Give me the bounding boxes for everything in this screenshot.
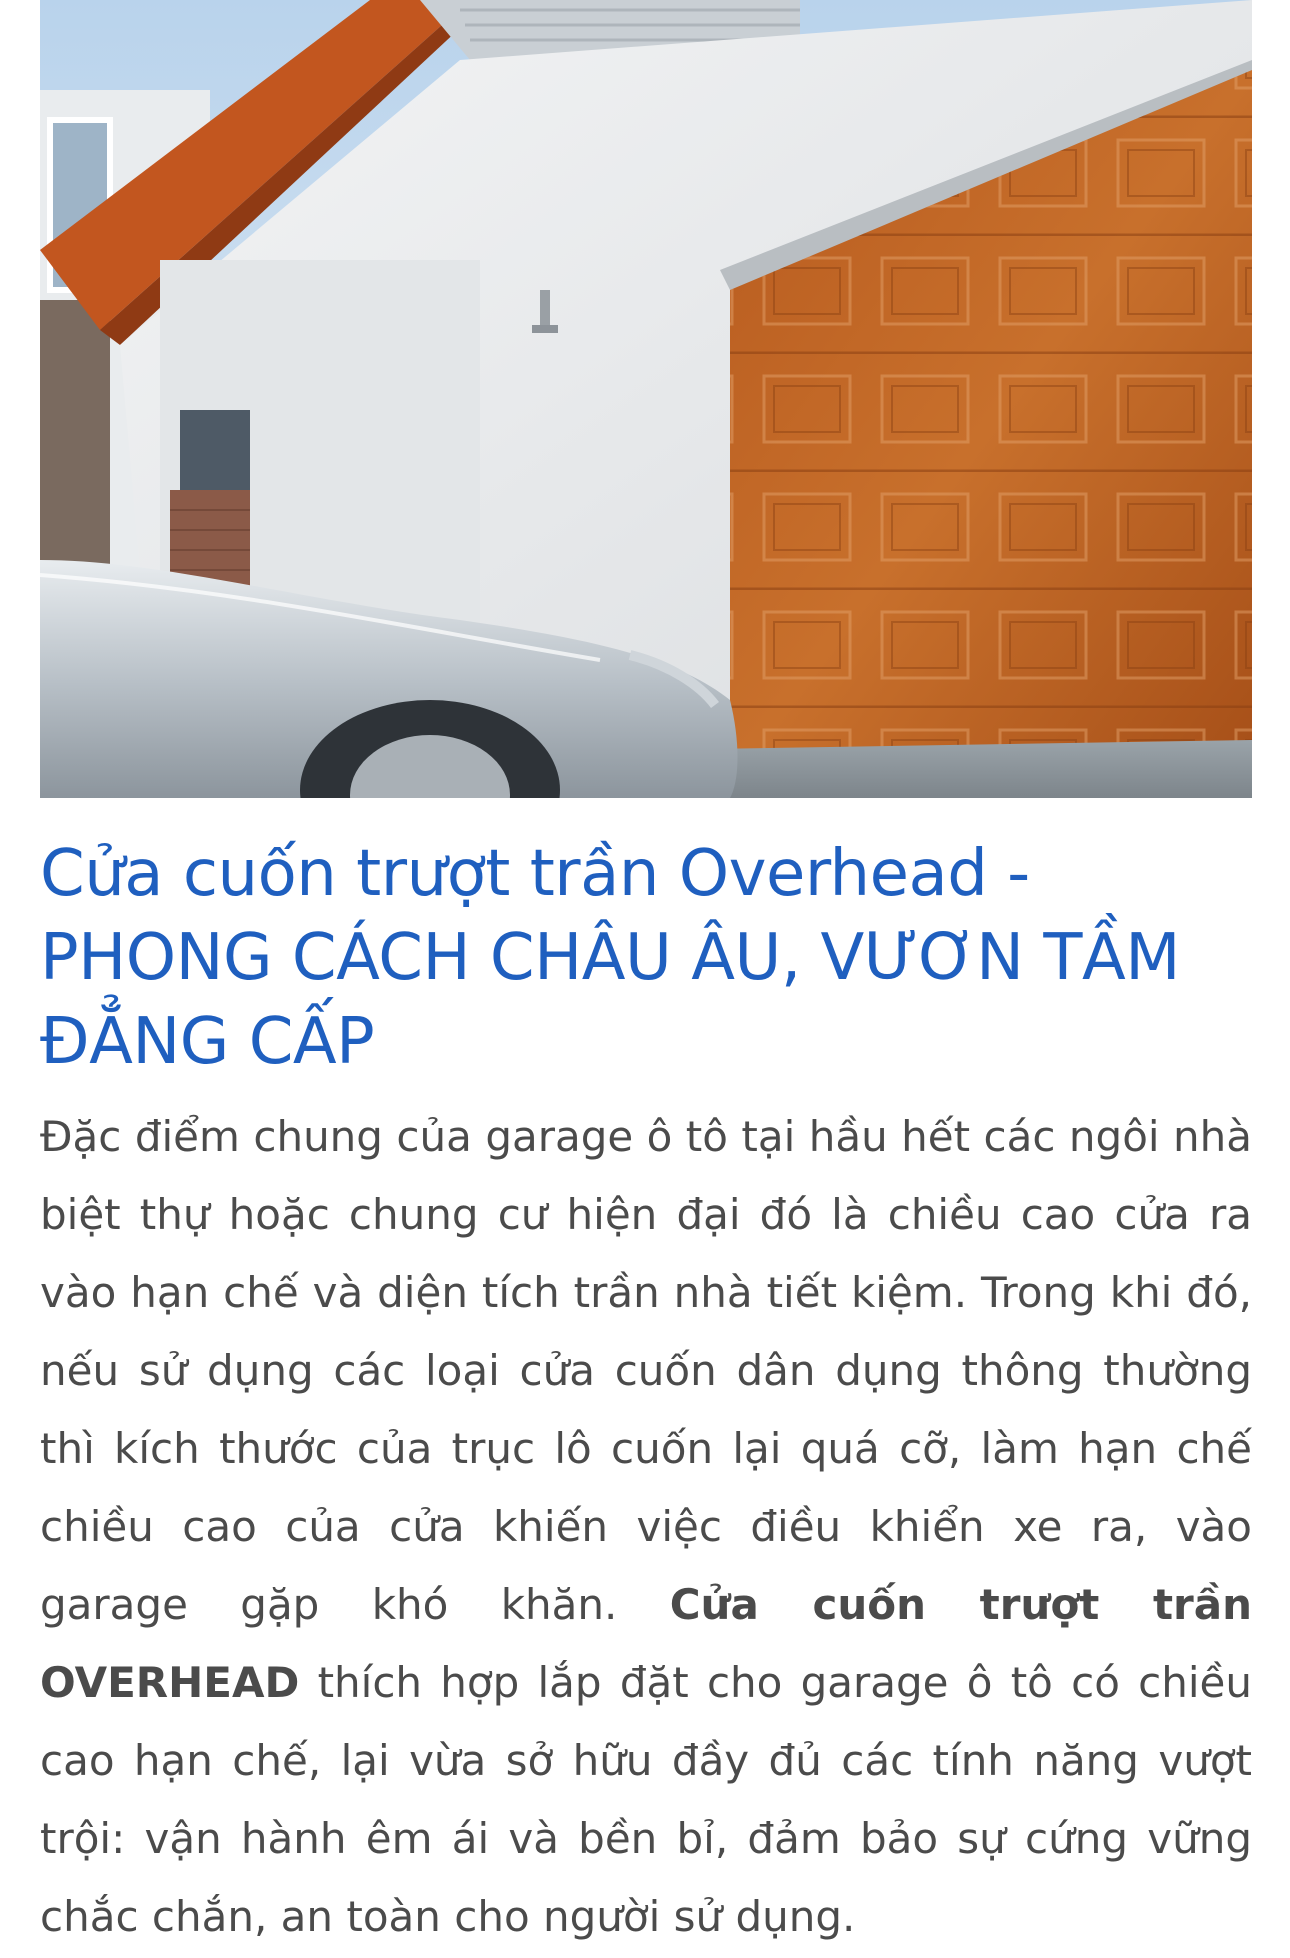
article-body-bold: Cửa cuốn trượt trần OVERHEAD [40, 1580, 1252, 1707]
article-body-part-1: Đặc điểm chung của garage ô tô tại hầu hết các ngôi nhà biệt thự hoặc chung cư hiện đại đó là chiều cao cửa ra vào hạn chế và diện tích trần nhà tiết kiệm. Trong khi đó, nếu sử dụng các loại cửa cuốn dân dụng thông thường thì kích thước của trục lô cuốn lại quá cỡ, làm hạn chế chiều cao của cửa khiến việc điều khiển xe ra, vào garage gặp khó khăn. [40, 1112, 1252, 1629]
article-body [40, 1098, 1252, 1956]
hero-image [40, 0, 1252, 798]
article-title: Cửa cuốn trượt trần Overhead - PHONG CÁCH CHÂU ÂU, VƯƠN TẦM ĐẲNG CẤP [40, 837, 1180, 1079]
garage-photo [40, 0, 1252, 798]
article-body-part-2: thích hợp lắp đặt cho garage ô tô có chiều cao hạn chế, lại vừa sở hữu đầy đủ các tính năng vượt trội: vận hành êm ái và bền bỉ, đảm bảo sự cứng vững chắc chắn, an toàn cho người sử dụng. [40, 1658, 1252, 1941]
